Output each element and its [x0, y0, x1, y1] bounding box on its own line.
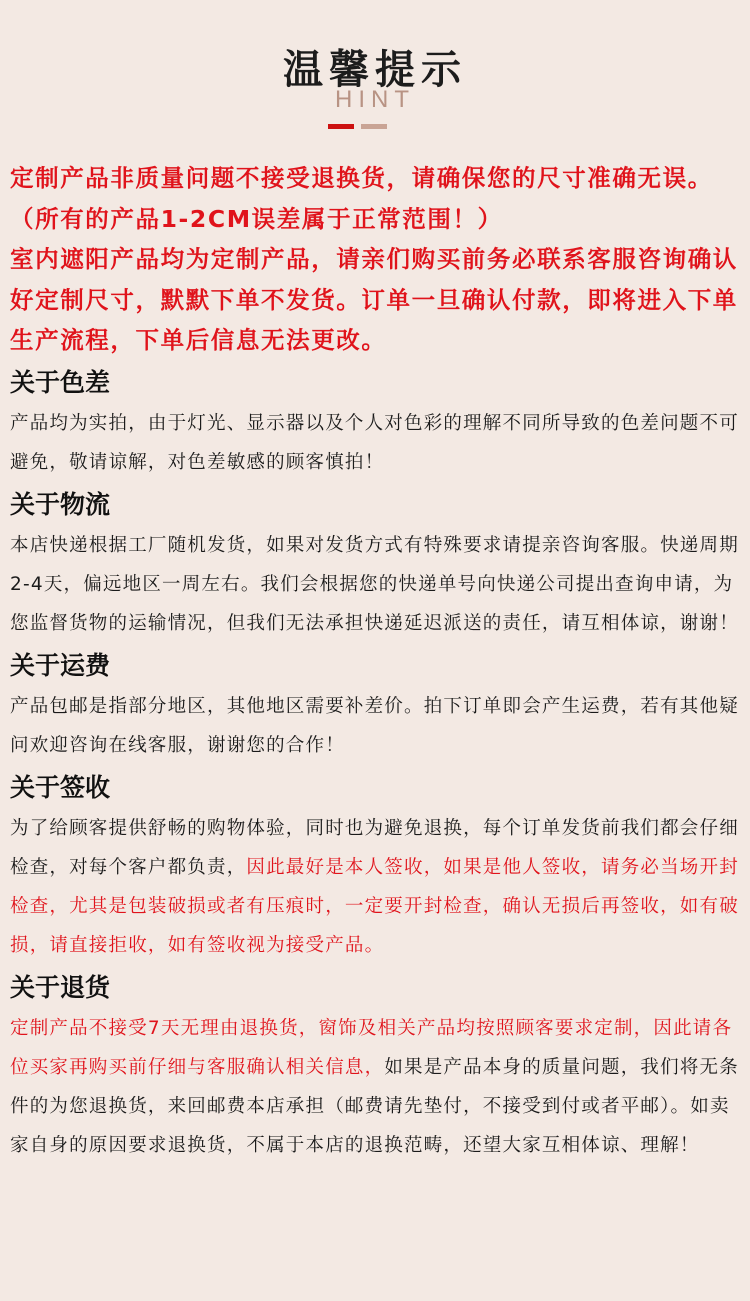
signing-red-text: 因此最好是本人签收，如果是他人签收，请务必当场开封检查，尤其是包装破损或者有压痕时，一定要开封检查，确认无损后再签收，如有破损，请直接拒收，如有签收视为接受产品。: [10, 857, 739, 956]
decor-bar-red: [328, 124, 354, 129]
section-title-logistics: 关于物流: [10, 490, 111, 519]
returns-plain-text: 如果是产品本身的质量问题，我们将无条件的为您退换货，来回邮费本店承担（邮费请先垫付，不接受到付或者平邮）。如卖家自身的原因要求退换货，不属于本店的退换范畴，还望大家互相体谅、理解！: [10, 1057, 739, 1156]
section-title-shipping: 关于运费: [10, 651, 111, 680]
section-body-logistics: 本店快递根据工厂随机发货，如果对发货方式有特殊要求请提亲咨询客服。快递周期2-4天，偏远地区一周左右。我们会根据您的快递单号向快递公司提出查询申请，为您监督货物的运输情况，但我们无法承担快递延迟派送的责任，请互相体谅，谢谢！: [10, 535, 739, 634]
page-subtitle: HINT: [335, 86, 415, 113]
decor-bar-tan: [361, 124, 387, 129]
signing-plain-text: 为了给顾客提供舒畅的购物体验，同时也为避免退换，每个订单发货前我们都会仔细检查，对每个客户都负责，: [10, 818, 739, 878]
sections: [10, 362, 745, 1167]
section-title-color: 关于色差: [10, 368, 111, 397]
section-body-returns: [10, 1009, 745, 1165]
warning-text-2: 室内遮阳产品均为定制产品，请亲们购买前务必联系客服咨询确认好定制尺寸，默默下单不发货。订单一旦确认付款，即将进入下单生产流程，下单后信息无法更改。: [10, 245, 738, 354]
section-title-signing: 关于签收: [10, 773, 111, 802]
section-body-color: 产品均为实拍，由于灯光、显示器以及个人对色彩的理解不同所导致的色差问题不可避免，敬请谅解，对色差敏感的顾客慎拍！: [10, 413, 739, 473]
page-title: 温馨提示: [283, 46, 467, 93]
warning-block: [10, 158, 745, 361]
section-body-signing: [10, 809, 745, 965]
section-title-returns: 关于退货: [10, 973, 111, 1002]
warning-text-1: 定制产品非质量问题不接受退换货，请确保您的尺寸准确无误。（所有的产品1-2CM误差属于正常范围！）: [10, 164, 713, 233]
returns-red-text: 定制产品不接受7天无理由退换货，窗饰及相关产品均按照顾客要求定制，因此请各位买家再购买前仔细与客服确认相关信息，: [10, 1018, 733, 1078]
section-body-shipping: 产品包邮是指部分地区，其他地区需要补差价。拍下订单即会产生运费，若有其他疑问欢迎咨询在线客服，谢谢您的合作！: [10, 696, 739, 756]
